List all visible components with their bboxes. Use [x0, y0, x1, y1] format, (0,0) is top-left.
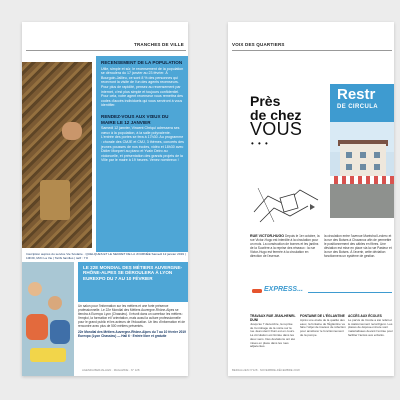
- headline-line2: de chez: [250, 107, 302, 123]
- article-right: [324, 234, 394, 278]
- compost-photo: [22, 62, 92, 248]
- road-shape: [330, 182, 394, 218]
- photo-caption: Inscription auprès du service Vie Scolaire · QUELQUES ET LE SECRET DE LA JOURNÉE Samedi 12 janvier 2019 | 10h30, MJC La Vie | Tarifs familles | tarif : 7 €: [26, 252, 186, 260]
- olympiad-details: 22e Mondial des Métiers Auvergne-Rhône-Alpes du 7 au 10 février 2019 Eurexpo (Lyon Chassieu) — Hall 6 · Entrée libre et gratuite: [78, 329, 186, 338]
- express-item: [348, 302, 394, 338]
- olympiad-article: [78, 304, 186, 368]
- info-box: [96, 56, 188, 252]
- article-left-text: Depuis le 1er octobre, la rue Victor-Hugo est interdite à la circulation pour un mois. La construction de bornes et les jardins de la Sucrière a la reprise des réseaux : la rue Victor-Hugo est fermée à la circulation en direction de l'avenue.: [250, 234, 320, 259]
- window-shape: [360, 152, 366, 158]
- building-shape: [340, 144, 386, 178]
- play-icon: [310, 204, 315, 210]
- bucket-shape: [40, 180, 70, 220]
- express-item-title: FONTAINE DE L'ÉGLANTINE: [300, 314, 345, 318]
- voeux-heading: RENDEZ-VOUS AUX VŒUX DU MAIRE LE 12 JANVIER: [101, 113, 169, 125]
- child-shirt: [50, 320, 70, 344]
- express-rule: [308, 292, 392, 293]
- window-shape: [374, 164, 380, 170]
- hand-shape: [62, 122, 82, 140]
- school-icon: [348, 302, 394, 312]
- header-rule: [232, 50, 392, 51]
- express-title: EXPRESS...: [264, 286, 303, 293]
- express-item-text: Jusqu'au 7 décembre, la reprise de l'enrobage de la voirie sur la rue Jean-Henri Duni est en cours. La circulation est limitée dans les deux sens. Des déviations ont été mises en place dans les rues adjacentes.: [250, 322, 296, 349]
- olympiad-box: [78, 262, 188, 302]
- window-shape: [346, 152, 352, 158]
- headline-line1: Près: [250, 93, 281, 109]
- express-item-text: Après une étude de la qualité des eaux, la fontaine de l'Églantine va faire l'objet de travaux de réfection pour améliorer le fonctionnement de la pompe.: [300, 318, 346, 337]
- window-shape: [374, 152, 380, 158]
- right-page: [228, 22, 394, 376]
- header-rule: [26, 50, 186, 51]
- page-footer: BERJALLIEN N°128 · NOVEMBRE-DÉCEMBRE 2018: [232, 368, 300, 372]
- section-tag: TRANCHES DE VILLE: [134, 42, 184, 47]
- express-item-title: TRAVAUX RUE JEAN-HENRI-DUNI: [250, 314, 296, 322]
- article-right-text: la circulation entre l'avenue Maréchal Leclerc et la rue des Boises à Chavanoz afin de permettre le positionnement des câbles en fibres. Une déviation est mise en place via la rue Pasteur et la rue des Boises. À l'avenir, cette déviation fonctionnera un système de gestion.: [324, 234, 392, 259]
- article-lead: RUE VICTOR-HUGO: [250, 234, 285, 238]
- left-page: [22, 22, 188, 376]
- olympiad-body: Un salon pour l'information sur les métiers et une forte présence professionnelle. Le 22e Mondial des Métiers Auvergne-Rhône-Alpes se tiendra à Eurexpo Lyon (Chassieu). Il réunit dans un carrefour les métiers : l'emploi, la formation et l'orientation, mais aussi la culture professionnelle pour le grand public et les acteurs de l'éducation. Un lieu d'information et de rencontre avec plus de 500 métiers présentés.: [78, 304, 186, 329]
- page-footer: AGENDA BERJALLIEN · MAGAZINE · N° 128: [82, 368, 140, 372]
- express-item: [250, 302, 296, 349]
- window-shape: [346, 164, 352, 170]
- olympiad-heading: LE 22E MONDIAL DES MÉTIERS AUVERGNE-RHÔNE-ALPES SE DÉROULERA À LYON EUREXPO DU 7 AU 10 FÉVRIER: [83, 265, 183, 281]
- banner-subtitle: DE CIRCULA: [337, 104, 378, 110]
- map-pin-icon: [250, 302, 296, 312]
- headline-dots: • • •: [251, 139, 269, 148]
- children-workshop-photo: [22, 262, 74, 376]
- headline-big: VOUS: [250, 119, 303, 139]
- section-tag: VOIX DES QUARTIERS: [232, 42, 285, 47]
- barrier-shape: [330, 176, 394, 184]
- express-item-text: Le parvis de l'école a été refait et le stationnement reconfiguré. Les places de dépose-minute sont matérialisées devant l'entrée pour faciliter l'accès aux enfants.: [348, 318, 393, 337]
- child-head: [48, 296, 62, 310]
- recensement-text: Utile, simple et sûr, le recensement de la population se déroulera du 17 janvier au 23 février. À Bourgoin-Jallieu, ce sont 8 % des personnes qui recevront la visite de l'un des agents recenseurs. Pour plus de rapidité, pensez au recensement par internet, c'est plus simple et toujours confidentiel. Pour cela, votre agent recenseur vous remettra des codes d'accès individuels qui vous serviront à vous identifier.: [101, 66, 184, 108]
- title-banner: [330, 84, 394, 122]
- headline: [250, 94, 301, 122]
- window-shape: [360, 164, 366, 170]
- recensement-heading: RECENSEMENT DE LA POPULATION: [101, 60, 183, 65]
- table-shape: [30, 348, 66, 362]
- street-photo: [330, 122, 394, 218]
- child-head: [28, 282, 42, 296]
- banner-title: Restr: [337, 86, 376, 103]
- express-car-icon: [252, 288, 262, 294]
- fountain-icon: [300, 302, 346, 312]
- child-shirt: [26, 314, 48, 340]
- article-left: [250, 234, 320, 278]
- express-item-title: ACCÈS AUX ÉCOLES: [348, 314, 382, 318]
- voeux-text: Samedi 12 janvier, Vincent Chriqui adressera ses vœux à la population, à la salle polyvalente. L'entrée des portes se fera à 17h30. Au programme : chorale des CMJE et CMJ, 3 thèmes, concerts des jeunes pousses de nos écoles, vidéo et 18h30 avec Didier Monpert au piano et Yvain Deiro au violoncelle, et présentation des grands projets de la Ville par le maire à 19 heures. Venez nombreux !: [101, 126, 184, 163]
- express-item: [300, 302, 346, 338]
